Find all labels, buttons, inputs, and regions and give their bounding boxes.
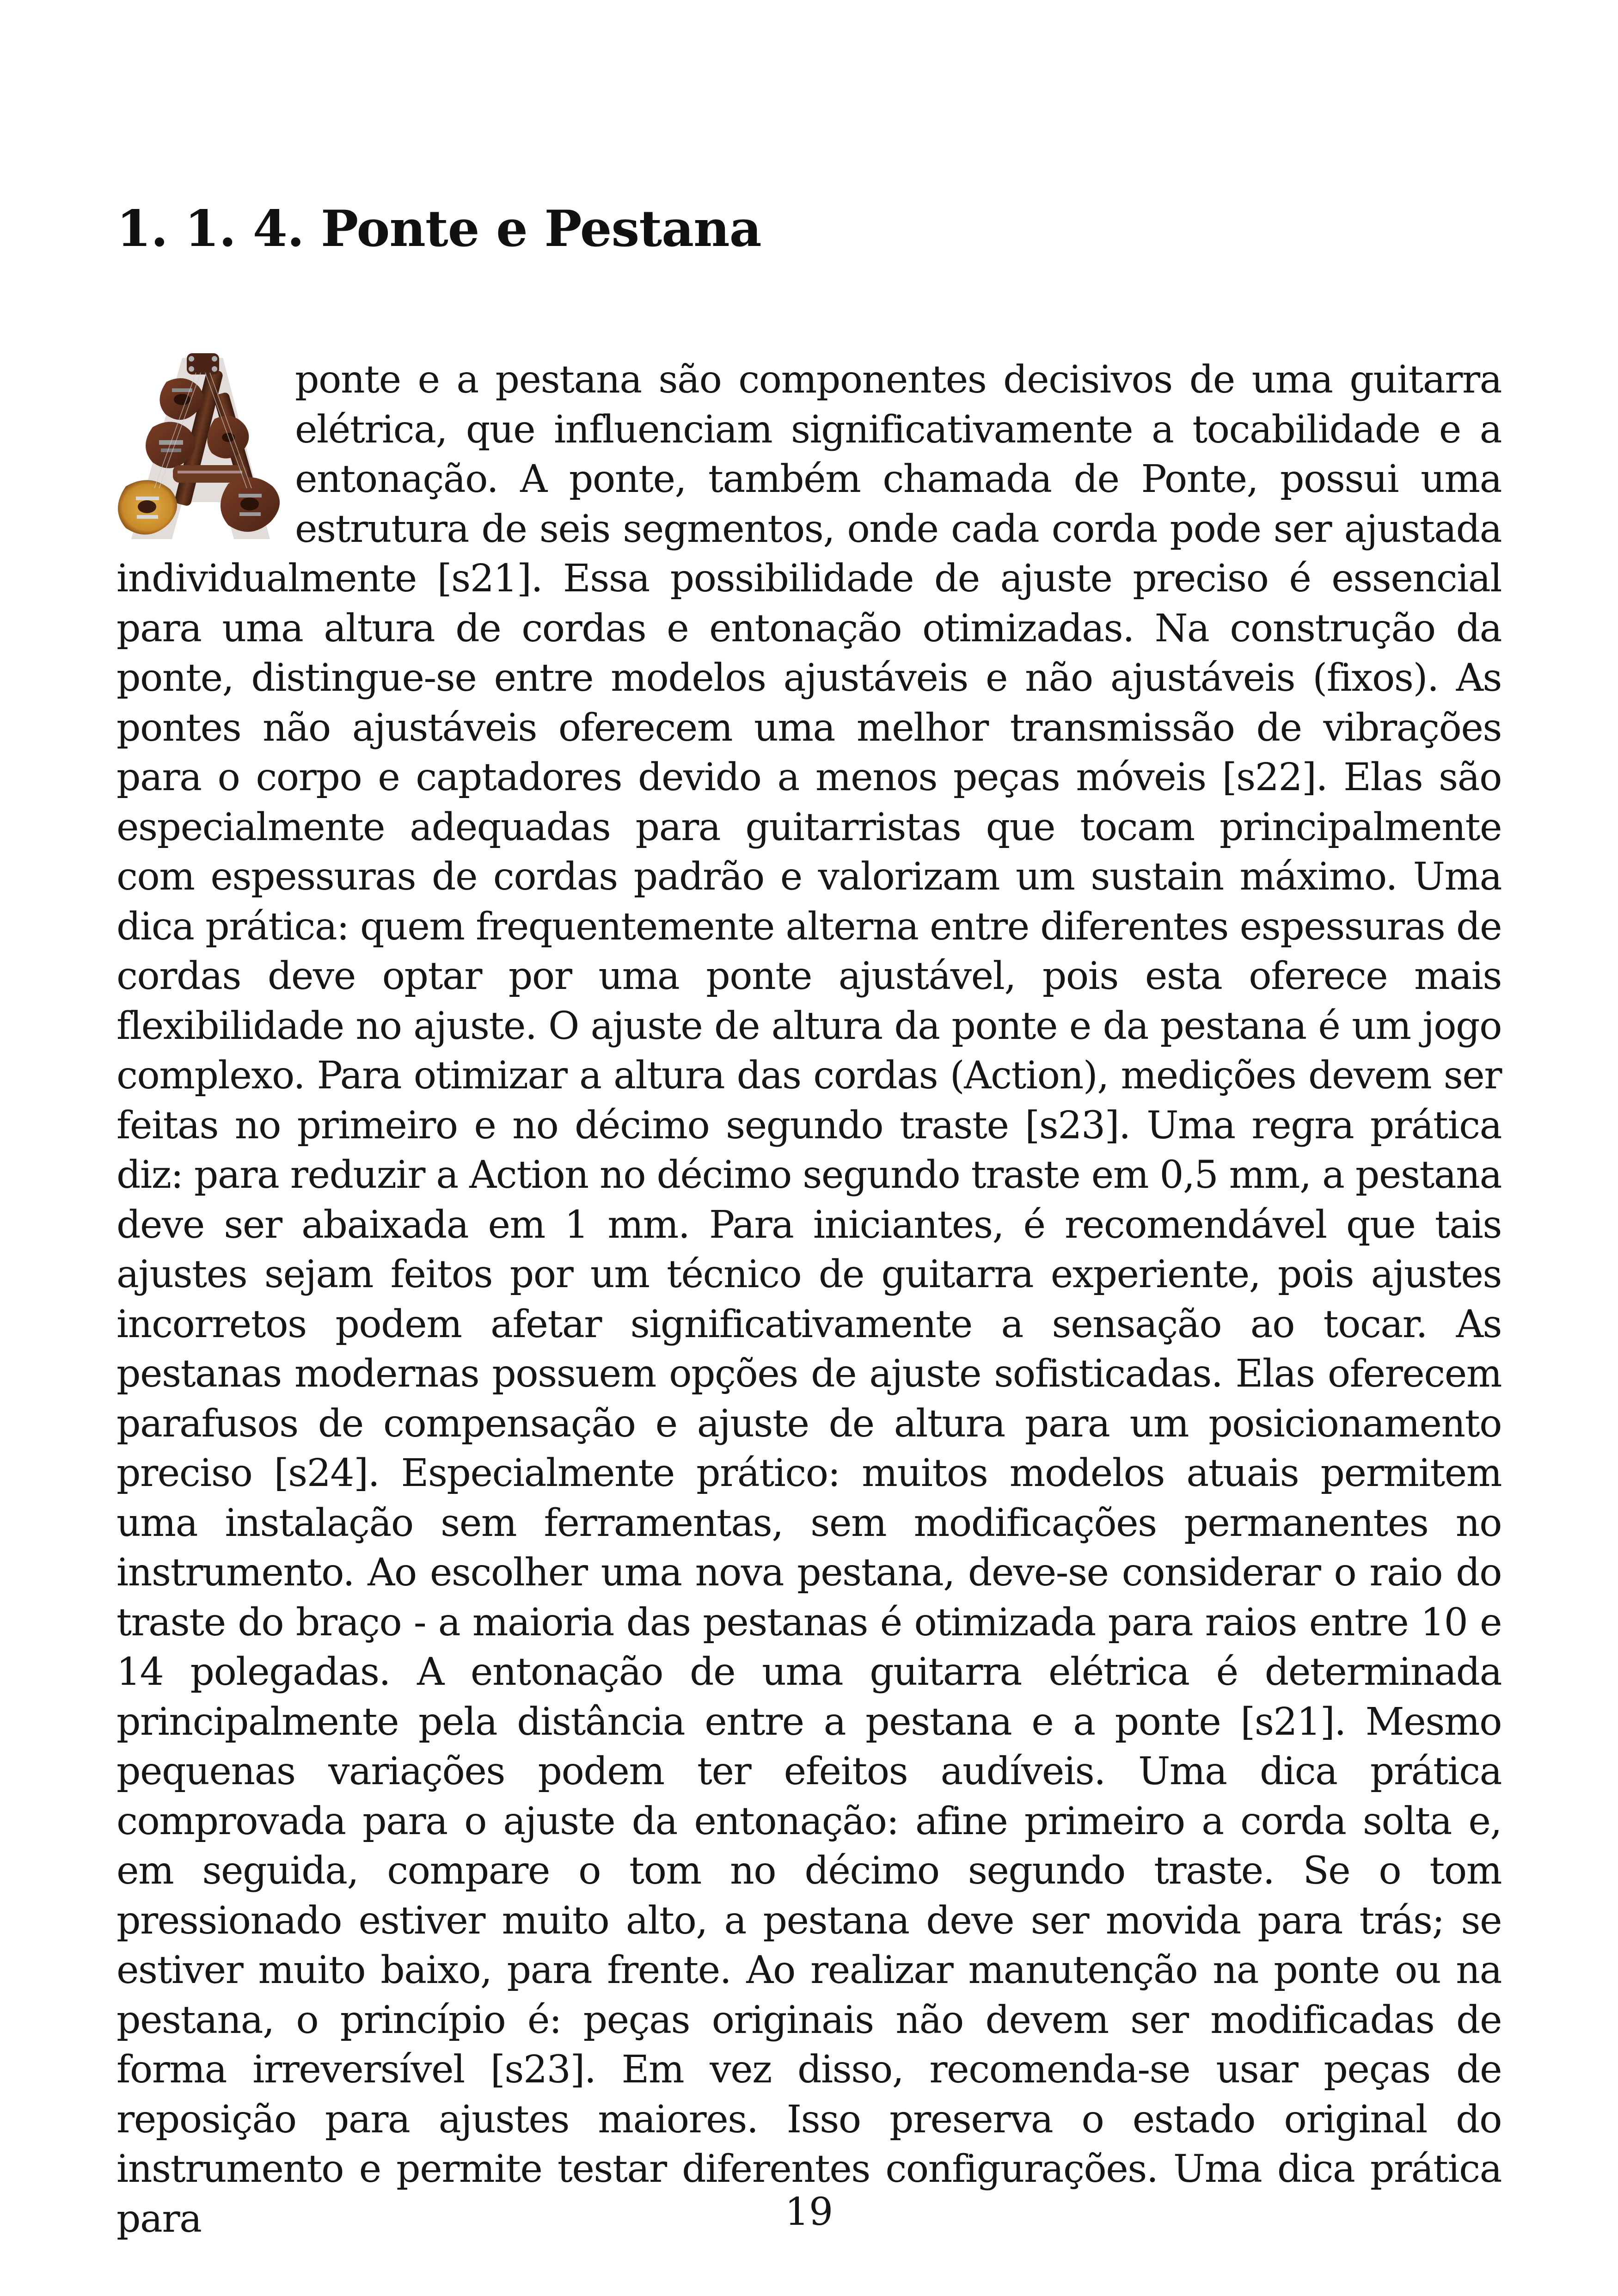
section-heading: 1. 1. 4. Ponte e Pestana bbox=[116, 200, 761, 258]
guitar-collage-drop-cap-icon bbox=[113, 350, 288, 545]
page-number: 19 bbox=[784, 2190, 834, 2234]
body-paragraph bbox=[116, 355, 1502, 2244]
body-text: ponte e a pestana são componentes decisivos de uma guitarra elétrica, que influenciam significativamente a tocabilidade e a entonação. A ponte, também chamada de Ponte, possui uma estrutura de seis segmentos, onde cada corda pode ser ajustada individualmente [s21]. Essa possibilidade de ajuste preciso é essencial para uma altura de cordas e entonação otimizadas. Na construção da ponte, distingue-se entre modelos ajustáveis e não ajustáveis (fixos). As pontes não ajustáveis oferecem uma melhor transmissão de vibrações para o corpo e captadores devido a menos peças móveis [s22]. Elas são especialmente adequadas para guitarristas que tocam principalmente com espessuras de cordas padrão e valorizam um sustain máximo. Uma dica prática: quem frequentemente alterna entre diferentes espessuras de cordas deve optar por uma ponte ajustável, pois esta oferece mais flexibilidade no ajuste. O ajuste de altura da ponte e da pestana é um jogo complexo. Para otimizar a altura das cordas (Action), medições devem ser feitas no primeiro e no décimo segundo traste [s23]. Uma regra prática diz: para reduzir a Action no décimo segundo traste em 0,5 mm, a pestana deve ser abaixada em 1 mm. Para iniciantes, é recomendável que tais ajustes sejam feitos por um técnico de guitarra experiente, pois ajustes incorretos podem afetar significativamente a sensação ao tocar. As pestanas modernas possuem opções de ajuste sofisticadas. Elas oferecem parafusos de compensação e ajuste de altura para um posicionamento preciso [s24]. Especialmente prático: muitos modelos atuais permitem uma instalação sem ferramentas, sem modificações permanentes no instrumento. Ao escolher uma nova pestana, deve-se considerar o raio do traste do braço - a maioria das pestanas é otimizada para raios entre 10 e 14 polegadas. A entonação de uma guitarra elétrica é determinada principalmente pela distância entre a pestana e a ponte [s21]. Mesmo pequenas variações podem ter efeitos audíveis. Uma dica prática comprovada para o ajuste da entonação: afine primeiro a corda solta e, em seguida, compare o tom no décimo segundo traste. Se o tom pressionado estiver muito alto, a pestana deve ser movida para trás; se estiver muito baixo, para frente. Ao realizar manutenção na ponte ou na pestana, o princípio é: peças originais não devem ser modificadas de forma irreversível [s23]. Em vez disso, recomenda-se usar peças de reposição para ajustes maiores. Isso preserva o estado original do instrumento e permite testar diferentes configurações. Uma dica prática para bbox=[116, 358, 1502, 2241]
